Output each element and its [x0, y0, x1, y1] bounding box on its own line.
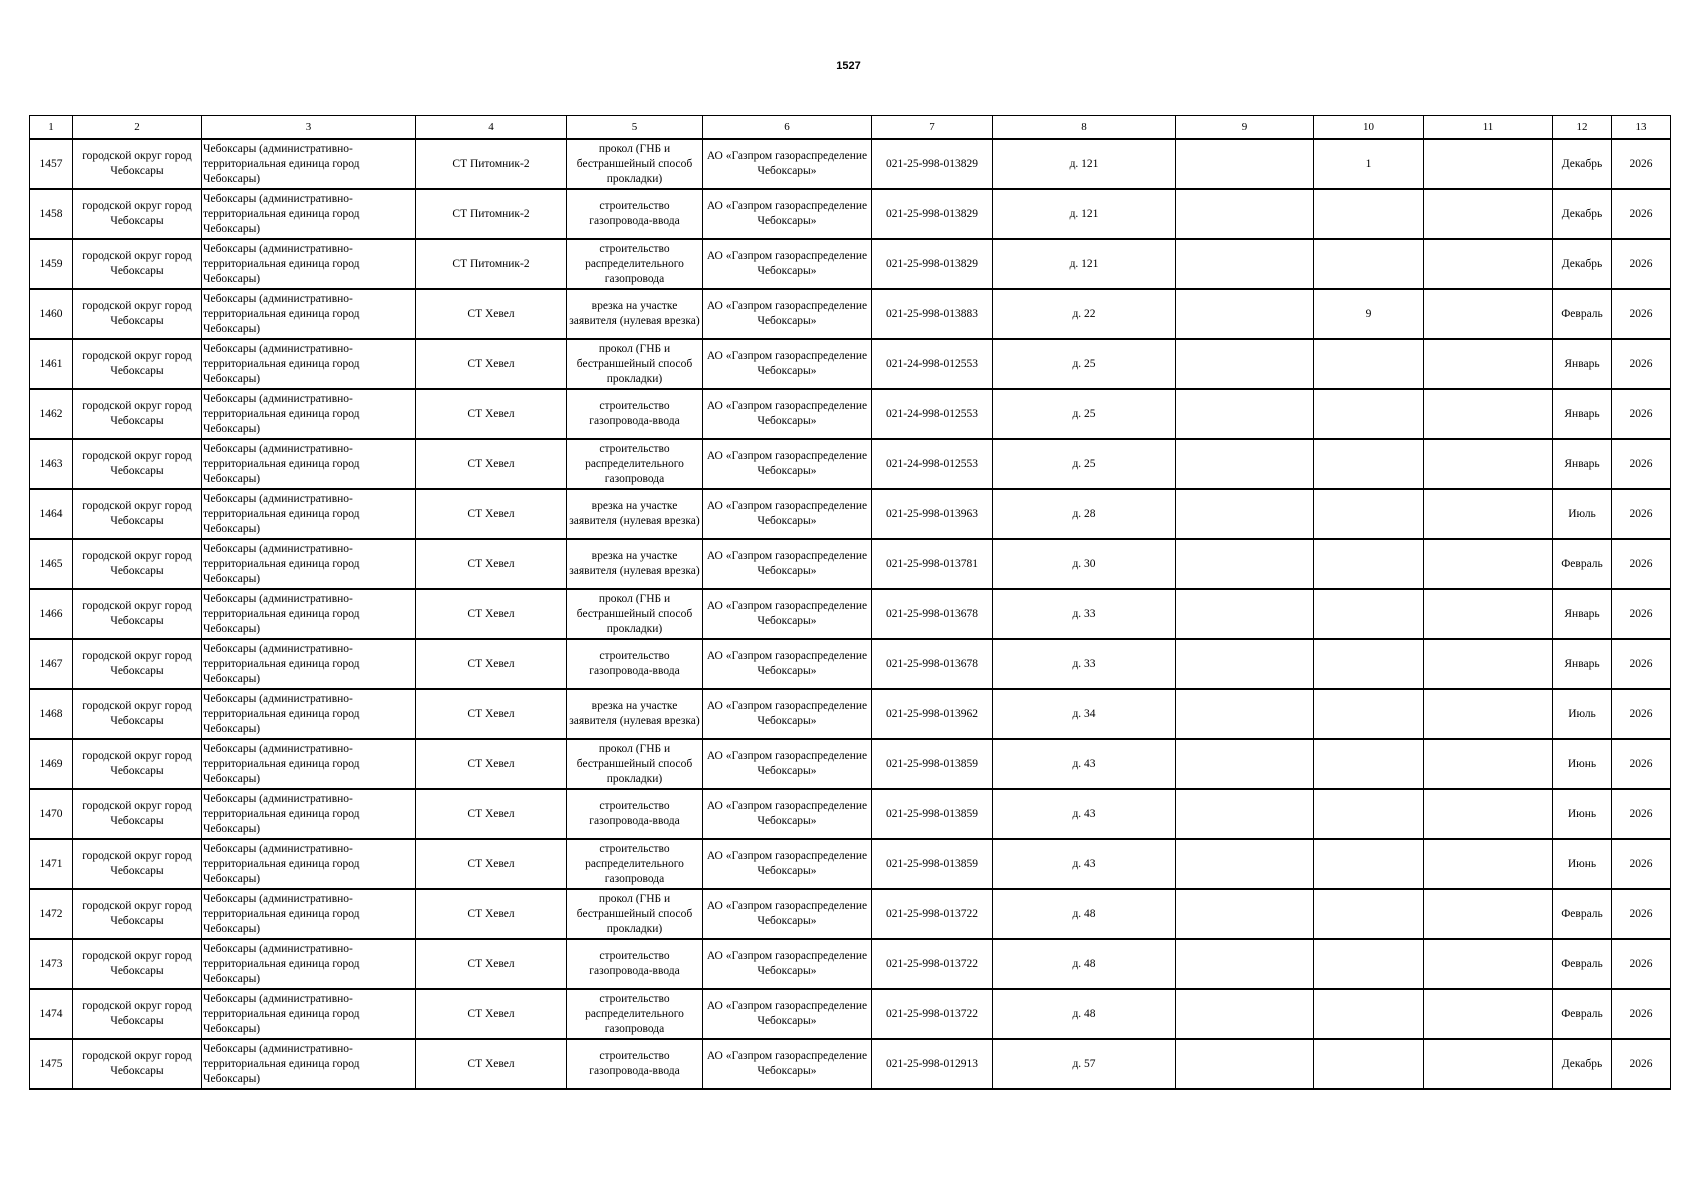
- cell-location: СТ Хевел: [416, 789, 567, 839]
- cell-col-11: [1424, 989, 1553, 1039]
- cell-year: 2026: [1612, 639, 1671, 689]
- cell-row-number: 1470: [30, 789, 73, 839]
- cell-col-11: [1424, 889, 1553, 939]
- cell-month: Январь: [1553, 339, 1612, 389]
- cell-year: 2026: [1612, 689, 1671, 739]
- cell-organization: АО «Газпром газораспределение Чебоксары»: [703, 1039, 872, 1089]
- cell-col-9: [1176, 189, 1314, 239]
- registry-table: [29, 115, 1671, 1090]
- cell-application-number: 021-25-998-013829: [872, 189, 993, 239]
- cell-municipality: городской округ город Чебоксары: [73, 339, 202, 389]
- table-row: [30, 139, 1671, 189]
- column-header-6: 6: [703, 116, 872, 140]
- cell-municipality: городской округ город Чебоксары: [73, 539, 202, 589]
- cell-settlement: Чебоксары (административно-территориальная единица город Чебоксары): [202, 589, 416, 639]
- cell-col-11: [1424, 1039, 1553, 1089]
- cell-address: д. 22: [993, 289, 1176, 339]
- cell-month: Февраль: [1553, 939, 1612, 989]
- table-row: [30, 889, 1671, 939]
- cell-address: д. 48: [993, 939, 1176, 989]
- cell-col-9: [1176, 889, 1314, 939]
- cell-row-number: 1474: [30, 989, 73, 1039]
- cell-settlement: Чебоксары (административно-территориальная единица город Чебоксары): [202, 739, 416, 789]
- cell-municipality: городской округ город Чебоксары: [73, 489, 202, 539]
- cell-municipality: городской округ город Чебоксары: [73, 889, 202, 939]
- cell-location: СТ Питомник-2: [416, 139, 567, 189]
- cell-year: 2026: [1612, 389, 1671, 439]
- cell-organization: АО «Газпром газораспределение Чебоксары»: [703, 489, 872, 539]
- cell-location: СТ Хевел: [416, 989, 567, 1039]
- cell-location: СТ Хевел: [416, 389, 567, 439]
- table-row: [30, 789, 1671, 839]
- cell-col-11: [1424, 239, 1553, 289]
- cell-address: д. 25: [993, 389, 1176, 439]
- cell-location: СТ Хевел: [416, 939, 567, 989]
- cell-organization: АО «Газпром газораспределение Чебоксары»: [703, 589, 872, 639]
- cell-work-type: врезка на участке заявителя (нулевая врезка): [567, 539, 703, 589]
- cell-address: д. 48: [993, 889, 1176, 939]
- table-row: [30, 989, 1671, 1039]
- cell-settlement: Чебоксары (административно-территориальная единица город Чебоксары): [202, 939, 416, 989]
- cell-settlement: Чебоксары (административно-территориальная единица город Чебоксары): [202, 889, 416, 939]
- cell-municipality: городской округ город Чебоксары: [73, 189, 202, 239]
- column-header-3: 3: [202, 116, 416, 140]
- cell-application-number: 021-24-998-012553: [872, 389, 993, 439]
- cell-year: 2026: [1612, 489, 1671, 539]
- table-row: [30, 1039, 1671, 1089]
- cell-col-10: [1314, 939, 1424, 989]
- cell-year: 2026: [1612, 589, 1671, 639]
- cell-application-number: 021-25-998-013722: [872, 989, 993, 1039]
- cell-organization: АО «Газпром газораспределение Чебоксары»: [703, 339, 872, 389]
- cell-row-number: 1466: [30, 589, 73, 639]
- cell-organization: АО «Газпром газораспределение Чебоксары»: [703, 189, 872, 239]
- cell-organization: АО «Газпром газораспределение Чебоксары»: [703, 439, 872, 489]
- cell-application-number: 021-25-998-012913: [872, 1039, 993, 1089]
- cell-settlement: Чебоксары (административно-территориальная единица город Чебоксары): [202, 489, 416, 539]
- cell-row-number: 1465: [30, 539, 73, 589]
- cell-settlement: Чебоксары (административно-территориальная единица город Чебоксары): [202, 289, 416, 339]
- cell-address: д. 121: [993, 239, 1176, 289]
- cell-work-type: строительство газопровода-ввода: [567, 1039, 703, 1089]
- cell-col-10: [1314, 339, 1424, 389]
- cell-row-number: 1464: [30, 489, 73, 539]
- cell-address: д. 43: [993, 739, 1176, 789]
- cell-col-9: [1176, 689, 1314, 739]
- column-header-12: 12: [1553, 116, 1612, 140]
- cell-application-number: 021-25-998-013829: [872, 139, 993, 189]
- cell-month: Июнь: [1553, 739, 1612, 789]
- header-row: [30, 116, 1671, 140]
- cell-month: Декабрь: [1553, 189, 1612, 239]
- cell-work-type: прокол (ГНБ и бестраншейный способ прокладки): [567, 739, 703, 789]
- cell-municipality: городской округ город Чебоксары: [73, 1039, 202, 1089]
- cell-organization: АО «Газпром газораспределение Чебоксары»: [703, 789, 872, 839]
- table-row: [30, 589, 1671, 639]
- cell-settlement: Чебоксары (административно-территориальная единица город Чебоксары): [202, 389, 416, 439]
- cell-location: СТ Хевел: [416, 739, 567, 789]
- cell-year: 2026: [1612, 539, 1671, 589]
- cell-organization: АО «Газпром газораспределение Чебоксары»: [703, 839, 872, 889]
- column-header-7: 7: [872, 116, 993, 140]
- cell-row-number: 1473: [30, 939, 73, 989]
- cell-address: д. 25: [993, 339, 1176, 389]
- cell-month: Декабрь: [1553, 239, 1612, 289]
- cell-organization: АО «Газпром газораспределение Чебоксары»: [703, 389, 872, 439]
- cell-location: СТ Хевел: [416, 589, 567, 639]
- cell-col-10: [1314, 689, 1424, 739]
- cell-col-9: [1176, 439, 1314, 489]
- cell-work-type: строительство распределительного газопровода: [567, 239, 703, 289]
- page-number: 1527: [836, 60, 861, 72]
- cell-work-type: строительство газопровода-ввода: [567, 389, 703, 439]
- cell-col-9: [1176, 989, 1314, 1039]
- cell-month: Декабрь: [1553, 1039, 1612, 1089]
- cell-work-type: строительство газопровода-ввода: [567, 789, 703, 839]
- cell-settlement: Чебоксары (административно-территориальная единица город Чебоксары): [202, 839, 416, 889]
- cell-month: Февраль: [1553, 889, 1612, 939]
- cell-col-10: [1314, 489, 1424, 539]
- cell-year: 2026: [1612, 939, 1671, 989]
- cell-location: СТ Питомник-2: [416, 189, 567, 239]
- cell-col-11: [1424, 589, 1553, 639]
- cell-application-number: 021-24-998-012553: [872, 439, 993, 489]
- cell-location: СТ Хевел: [416, 439, 567, 489]
- cell-application-number: 021-25-998-013678: [872, 639, 993, 689]
- table-row: [30, 489, 1671, 539]
- cell-month: Январь: [1553, 389, 1612, 439]
- table-row: [30, 839, 1671, 889]
- cell-application-number: 021-25-998-013722: [872, 889, 993, 939]
- cell-month: Июль: [1553, 689, 1612, 739]
- cell-location: СТ Хевел: [416, 339, 567, 389]
- cell-application-number: 021-25-998-013781: [872, 539, 993, 589]
- cell-col-9: [1176, 939, 1314, 989]
- column-header-4: 4: [416, 116, 567, 140]
- cell-row-number: 1469: [30, 739, 73, 789]
- cell-location: СТ Хевел: [416, 689, 567, 739]
- cell-col-9: [1176, 739, 1314, 789]
- cell-address: д. 28: [993, 489, 1176, 539]
- cell-year: 2026: [1612, 789, 1671, 839]
- cell-col-11: [1424, 389, 1553, 439]
- table-row: [30, 239, 1671, 289]
- cell-municipality: городской округ город Чебоксары: [73, 439, 202, 489]
- cell-col-10: [1314, 989, 1424, 1039]
- cell-organization: АО «Газпром газораспределение Чебоксары»: [703, 689, 872, 739]
- cell-col-10: [1314, 389, 1424, 439]
- cell-municipality: городской округ город Чебоксары: [73, 839, 202, 889]
- cell-col-11: [1424, 139, 1553, 189]
- cell-location: СТ Хевел: [416, 489, 567, 539]
- cell-organization: АО «Газпром газораспределение Чебоксары»: [703, 989, 872, 1039]
- cell-col-10: [1314, 239, 1424, 289]
- cell-work-type: прокол (ГНБ и бестраншейный способ прокладки): [567, 139, 703, 189]
- cell-organization: АО «Газпром газораспределение Чебоксары»: [703, 939, 872, 989]
- column-header-11: 11: [1424, 116, 1553, 140]
- cell-year: 2026: [1612, 339, 1671, 389]
- cell-col-10: [1314, 1039, 1424, 1089]
- cell-settlement: Чебоксары (административно-территориальная единица город Чебоксары): [202, 1039, 416, 1089]
- cell-address: д. 33: [993, 639, 1176, 689]
- table-row: [30, 389, 1671, 439]
- cell-col-9: [1176, 1039, 1314, 1089]
- cell-application-number: 021-24-998-012553: [872, 339, 993, 389]
- cell-municipality: городской округ город Чебоксары: [73, 989, 202, 1039]
- cell-col-11: [1424, 489, 1553, 539]
- table-body: [30, 139, 1671, 1089]
- cell-municipality: городской округ город Чебоксары: [73, 139, 202, 189]
- cell-month: Январь: [1553, 439, 1612, 489]
- cell-col-9: [1176, 239, 1314, 289]
- cell-municipality: городской округ город Чебоксары: [73, 639, 202, 689]
- cell-month: Июль: [1553, 489, 1612, 539]
- cell-col-9: [1176, 289, 1314, 339]
- cell-location: СТ Хевел: [416, 289, 567, 339]
- cell-application-number: 021-25-998-013962: [872, 689, 993, 739]
- cell-month: Январь: [1553, 639, 1612, 689]
- cell-work-type: строительство газопровода-ввода: [567, 939, 703, 989]
- cell-col-9: [1176, 489, 1314, 539]
- cell-col-11: [1424, 339, 1553, 389]
- cell-col-9: [1176, 839, 1314, 889]
- table-row: [30, 289, 1671, 339]
- table-row: [30, 689, 1671, 739]
- cell-location: СТ Хевел: [416, 539, 567, 589]
- cell-row-number: 1460: [30, 289, 73, 339]
- cell-settlement: Чебоксары (административно-территориальная единица город Чебоксары): [202, 789, 416, 839]
- cell-work-type: прокол (ГНБ и бестраншейный способ прокладки): [567, 339, 703, 389]
- cell-settlement: Чебоксары (административно-территориальная единица город Чебоксары): [202, 639, 416, 689]
- cell-year: 2026: [1612, 889, 1671, 939]
- cell-application-number: 021-25-998-013859: [872, 839, 993, 889]
- table-row: [30, 739, 1671, 789]
- cell-work-type: врезка на участке заявителя (нулевая врезка): [567, 689, 703, 739]
- cell-col-9: [1176, 789, 1314, 839]
- cell-year: 2026: [1612, 839, 1671, 889]
- cell-organization: АО «Газпром газораспределение Чебоксары»: [703, 639, 872, 689]
- cell-year: 2026: [1612, 139, 1671, 189]
- cell-month: Январь: [1553, 589, 1612, 639]
- cell-location: СТ Хевел: [416, 1039, 567, 1089]
- cell-organization: АО «Газпром газораспределение Чебоксары»: [703, 289, 872, 339]
- cell-col-10: [1314, 839, 1424, 889]
- cell-row-number: 1463: [30, 439, 73, 489]
- cell-year: 2026: [1612, 239, 1671, 289]
- table-row: [30, 439, 1671, 489]
- cell-col-11: [1424, 189, 1553, 239]
- cell-settlement: Чебоксары (административно-территориальная единица город Чебоксары): [202, 339, 416, 389]
- cell-work-type: строительство распределительного газопровода: [567, 839, 703, 889]
- cell-row-number: 1467: [30, 639, 73, 689]
- cell-col-11: [1424, 639, 1553, 689]
- cell-address: д. 43: [993, 839, 1176, 889]
- table-row: [30, 189, 1671, 239]
- cell-work-type: прокол (ГНБ и бестраншейный способ прокладки): [567, 589, 703, 639]
- cell-col-10: [1314, 439, 1424, 489]
- cell-application-number: 021-25-998-013963: [872, 489, 993, 539]
- column-header-13: 13: [1612, 116, 1671, 140]
- cell-col-11: [1424, 939, 1553, 989]
- cell-col-11: [1424, 789, 1553, 839]
- cell-col-10: 1: [1314, 139, 1424, 189]
- cell-settlement: Чебоксары (административно-территориальная единица город Чебоксары): [202, 539, 416, 589]
- cell-col-9: [1176, 389, 1314, 439]
- cell-work-type: врезка на участке заявителя (нулевая врезка): [567, 289, 703, 339]
- cell-settlement: Чебоксары (административно-территориальная единица город Чебоксары): [202, 189, 416, 239]
- cell-location: СТ Хевел: [416, 639, 567, 689]
- column-header-9: 9: [1176, 116, 1314, 140]
- cell-col-11: [1424, 289, 1553, 339]
- cell-col-10: [1314, 589, 1424, 639]
- cell-address: д. 43: [993, 789, 1176, 839]
- table-row: [30, 539, 1671, 589]
- cell-work-type: строительство газопровода-ввода: [567, 639, 703, 689]
- cell-month: Июнь: [1553, 789, 1612, 839]
- cell-row-number: 1462: [30, 389, 73, 439]
- cell-application-number: 021-25-998-013883: [872, 289, 993, 339]
- cell-location: СТ Хевел: [416, 889, 567, 939]
- cell-organization: АО «Газпром газораспределение Чебоксары»: [703, 739, 872, 789]
- cell-row-number: 1468: [30, 689, 73, 739]
- cell-application-number: 021-25-998-013678: [872, 589, 993, 639]
- cell-col-11: [1424, 689, 1553, 739]
- cell-settlement: Чебоксары (административно-территориальная единица город Чебоксары): [202, 989, 416, 1039]
- cell-settlement: Чебоксары (административно-территориальная единица город Чебоксары): [202, 239, 416, 289]
- cell-row-number: 1458: [30, 189, 73, 239]
- cell-municipality: городской округ город Чебоксары: [73, 289, 202, 339]
- cell-col-9: [1176, 139, 1314, 189]
- cell-work-type: строительство распределительного газопровода: [567, 989, 703, 1039]
- cell-application-number: 021-25-998-013722: [872, 939, 993, 989]
- cell-col-9: [1176, 589, 1314, 639]
- table-row: [30, 939, 1671, 989]
- table-row: [30, 339, 1671, 389]
- cell-municipality: городской округ город Чебоксары: [73, 389, 202, 439]
- cell-row-number: 1471: [30, 839, 73, 889]
- column-header-5: 5: [567, 116, 703, 140]
- cell-address: д. 121: [993, 189, 1176, 239]
- cell-col-9: [1176, 639, 1314, 689]
- cell-col-11: [1424, 539, 1553, 589]
- cell-organization: АО «Газпром газораспределение Чебоксары»: [703, 239, 872, 289]
- cell-month: Июнь: [1553, 839, 1612, 889]
- cell-municipality: городской округ город Чебоксары: [73, 739, 202, 789]
- cell-work-type: строительство распределительного газопровода: [567, 439, 703, 489]
- column-header-8: 8: [993, 116, 1176, 140]
- cell-col-10: [1314, 539, 1424, 589]
- cell-settlement: Чебоксары (административно-территориальная единица город Чебоксары): [202, 439, 416, 489]
- cell-col-9: [1176, 339, 1314, 389]
- cell-row-number: 1461: [30, 339, 73, 389]
- cell-work-type: врезка на участке заявителя (нулевая врезка): [567, 489, 703, 539]
- cell-year: 2026: [1612, 439, 1671, 489]
- cell-settlement: Чебоксары (административно-территориальная единица город Чебоксары): [202, 689, 416, 739]
- cell-row-number: 1459: [30, 239, 73, 289]
- cell-year: 2026: [1612, 739, 1671, 789]
- cell-col-10: [1314, 189, 1424, 239]
- cell-application-number: 021-25-998-013859: [872, 789, 993, 839]
- cell-address: д. 25: [993, 439, 1176, 489]
- cell-address: д. 34: [993, 689, 1176, 739]
- column-header-1: 1: [30, 116, 73, 140]
- cell-col-10: 9: [1314, 289, 1424, 339]
- cell-organization: АО «Газпром газораспределение Чебоксары»: [703, 889, 872, 939]
- cell-municipality: городской округ город Чебоксары: [73, 939, 202, 989]
- cell-location: СТ Хевел: [416, 839, 567, 889]
- cell-row-number: 1475: [30, 1039, 73, 1089]
- cell-col-10: [1314, 639, 1424, 689]
- cell-col-10: [1314, 789, 1424, 839]
- cell-settlement: Чебоксары (административно-территориальная единица город Чебоксары): [202, 139, 416, 189]
- cell-month: Февраль: [1553, 989, 1612, 1039]
- cell-work-type: строительство газопровода-ввода: [567, 189, 703, 239]
- cell-address: д. 57: [993, 1039, 1176, 1089]
- cell-col-10: [1314, 739, 1424, 789]
- cell-col-10: [1314, 889, 1424, 939]
- cell-year: 2026: [1612, 189, 1671, 239]
- cell-organization: АО «Газпром газораспределение Чебоксары»: [703, 539, 872, 589]
- cell-row-number: 1457: [30, 139, 73, 189]
- cell-row-number: 1472: [30, 889, 73, 939]
- column-header-10: 10: [1314, 116, 1424, 140]
- cell-year: 2026: [1612, 989, 1671, 1039]
- cell-year: 2026: [1612, 1039, 1671, 1089]
- cell-address: д. 30: [993, 539, 1176, 589]
- cell-municipality: городской округ город Чебоксары: [73, 239, 202, 289]
- cell-address: д. 121: [993, 139, 1176, 189]
- cell-municipality: городской округ город Чебоксары: [73, 689, 202, 739]
- cell-month: Февраль: [1553, 539, 1612, 589]
- cell-organization: АО «Газпром газораспределение Чебоксары»: [703, 139, 872, 189]
- cell-month: Февраль: [1553, 289, 1612, 339]
- cell-col-11: [1424, 839, 1553, 889]
- table-row: [30, 639, 1671, 689]
- cell-year: 2026: [1612, 289, 1671, 339]
- cell-address: д. 33: [993, 589, 1176, 639]
- cell-location: СТ Питомник-2: [416, 239, 567, 289]
- cell-col-11: [1424, 439, 1553, 489]
- cell-month: Декабрь: [1553, 139, 1612, 189]
- cell-col-9: [1176, 539, 1314, 589]
- cell-work-type: прокол (ГНБ и бестраншейный способ прокладки): [567, 889, 703, 939]
- cell-address: д. 48: [993, 989, 1176, 1039]
- cell-application-number: 021-25-998-013829: [872, 239, 993, 289]
- cell-municipality: городской округ город Чебоксары: [73, 789, 202, 839]
- column-header-2: 2: [73, 116, 202, 140]
- cell-application-number: 021-25-998-013859: [872, 739, 993, 789]
- cell-col-11: [1424, 739, 1553, 789]
- cell-municipality: городской округ город Чебоксары: [73, 589, 202, 639]
